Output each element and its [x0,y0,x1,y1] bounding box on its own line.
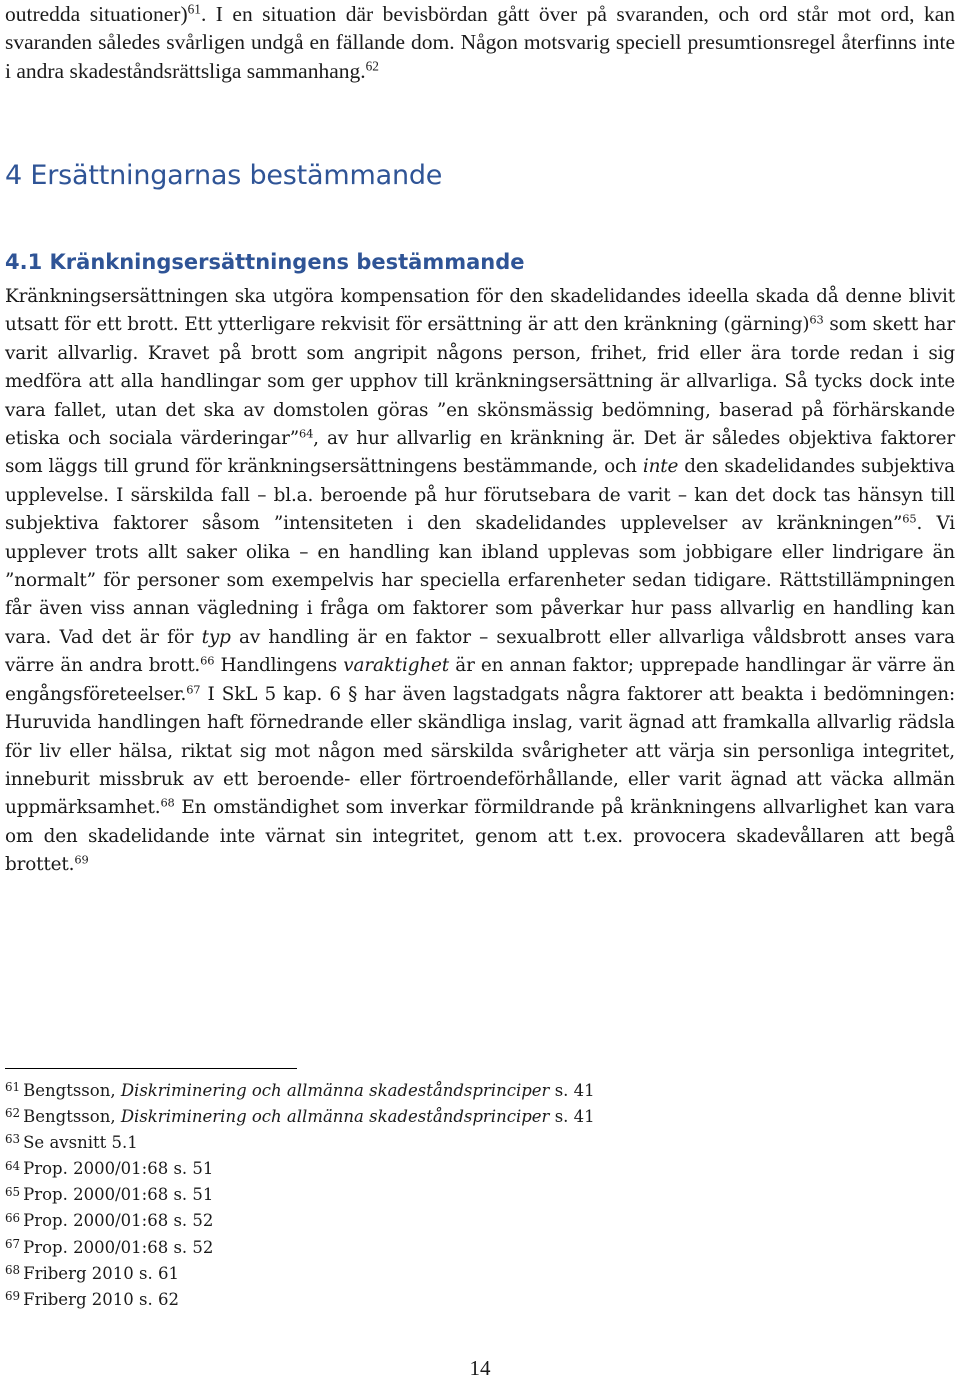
body-text: av handling är en faktor – sexualbrott eller allvarliga våldsbrott anses vara värre än andra brott. [5,626,955,677]
footnote-text: Friberg 2010 s. 62 [23,1289,179,1309]
footnote-number: 69 [5,1289,21,1303]
footnote-number: 65 [5,1184,21,1199]
page-number: 14 [469,1356,491,1380]
body-text: En omständighet som inverkar förmildrande på kränkningens allvarlighet kan vara om den skadelidande inte värnat sin integritet, genom att t.ex. provocera skadevållaren att begå brottet. [5,797,955,876]
footnote-list [5,1078,595,1313]
footnote-item [5,1208,595,1234]
footnote-number: 66 [5,1210,21,1225]
footnote-text: Friberg 2010 s. 61 [23,1263,179,1283]
emphasis-text: varaktighet [343,655,450,677]
footnote-ref[interactable]: 69 [74,852,89,867]
intro-paragraph [5,0,955,85]
footnote-item [5,1130,595,1156]
footnote-text: Prop. 2000/01:68 s. 52 [23,1211,214,1231]
footnote-text: Bengtsson, [23,1081,121,1100]
footnote-ref[interactable]: 67 [186,682,201,697]
emphasis-text: inte [642,456,679,478]
footnote-ref[interactable]: 61 [187,1,201,17]
footnote-number: 68 [5,1262,21,1277]
footnote-ref[interactable]: 66 [200,654,215,669]
body-paragraph [5,283,955,880]
body-text: Kränkningsersättningen ska utgöra kompensation för den skadelidandes ideella skada då denne blivit utsatt för ett brott. Ett ytterligare rekvisit för ersättning är att den kränkning (gärning) [5,286,955,336]
footnote-number: 63 [5,1132,21,1147]
footnote-item [5,1104,595,1130]
subsection-heading: 4.1 Kränkningsersättningens bestämmande [5,250,525,274]
footnote-title: Diskriminering och allmänna skadeståndsprinciper [120,1081,550,1100]
footnote-number: 64 [5,1158,21,1173]
footnote-item [5,1287,595,1313]
section-heading: 4 Ersättningarnas bestämmande [5,160,443,191]
footnote-text: Bengtsson, [23,1107,121,1127]
footnote-number: 62 [5,1106,21,1121]
footnote-separator [5,1068,297,1069]
footnote-ref[interactable]: 64 [298,426,314,441]
footnote-item [5,1261,595,1287]
body-text: I SkL 5 kap. 6 § har även lagstadgats några faktorer att beakta i bedömningen: Huruvida handlingen haft förnedrande eller skändliga inslag, varit ägnad att framkalla allvarlig rädsla för liv eller hälsa, riktat sig mot någon med särskilda svårigheter att värja sin personliga integritet, inneburit missbruk av ett beroende- eller förtroendeförhållande, eller varit ägnad att väcka allmän uppmärksamhet. [5,683,955,819]
footnote-ref[interactable]: 65 [902,511,917,526]
footnote-number: 61 [5,1080,21,1095]
footnote-number: 67 [5,1236,21,1251]
footnote-text: Prop. 2000/01:68 s. 52 [23,1237,214,1257]
body-text: . Vi upplever trots allt saker olika – en handling kan ibland upplevas som jobbigare eller lindrigare än ”normalt” för personer som exempelvis har speciella erfarenheter sedan tidigare. Rättstillämpningen får även viss annan vägledning i fråga om faktorer som påverkar hur pass allvarlig en handling kan vara. Vad det är för [5,513,955,648]
emphasis-text: typ [201,626,231,648]
footnote-item [5,1078,595,1104]
body-text: , av hur allvarlig en kränkning är. Det är således objektiva faktorer som läggs till grund för kränkningsersättningens bestämmande, och [5,428,955,478]
body-text: som skett har varit allvarlig. Kravet på brott som angripit någons person, frihet, frid eller ära torde redan i sig medföra att alla handlingar som ger upphov till kränkningsersättning är allvarliga. Så tycks dock inte vara fallet, utan det ska av domstolen göras ”en skönsmässig bedömning, baserad på förhärskande etiska och sociala värderingar” [5,314,955,450]
footnote-item [5,1182,595,1208]
footnote-title: Diskriminering och allmänna skadeståndsprinciper [120,1107,550,1127]
footnote-text: Prop. 2000/01:68 s. 51 [23,1159,214,1179]
footnote-ref[interactable]: 63 [809,313,824,328]
intro-text: outredda situationer) [5,2,188,26]
footnote-text: s. 41 [549,1081,595,1100]
footnote-text: s. 41 [549,1107,595,1127]
footnote-item [5,1235,595,1261]
footnote-ref[interactable]: 68 [160,796,175,811]
footnote-text: Prop. 2000/01:68 s. 51 [23,1185,214,1205]
body-text: den skadelidandes subjektiva upplevelse. I särskilda fall – bl.a. beroende på hur förutsebara de varit – kan det dock tas hänsyn till subjektiva faktorer såsom ”intensiteten i den skadelidandes upplevelser av kränkningen” [5,456,955,535]
footnote-item [5,1156,595,1182]
body-text: är en annan faktor; upprepade handlingar är värre än engångsföreteelser. [5,655,955,705]
intro-text: . I en situation där bevisbördan gått över på svaranden, och ord står mot ord, kan svaranden således svårligen undgå en fällande dom. Någon motsvarig speciell presumtionsregel återfinns inte i andra skadeståndsrättsliga sammanhang. [5,2,955,83]
footnote-ref[interactable]: 62 [365,58,379,74]
footnote-text: Se avsnitt 5.1 [23,1133,138,1153]
document-page [5,0,955,876]
body-text: Handlingens [214,655,344,677]
